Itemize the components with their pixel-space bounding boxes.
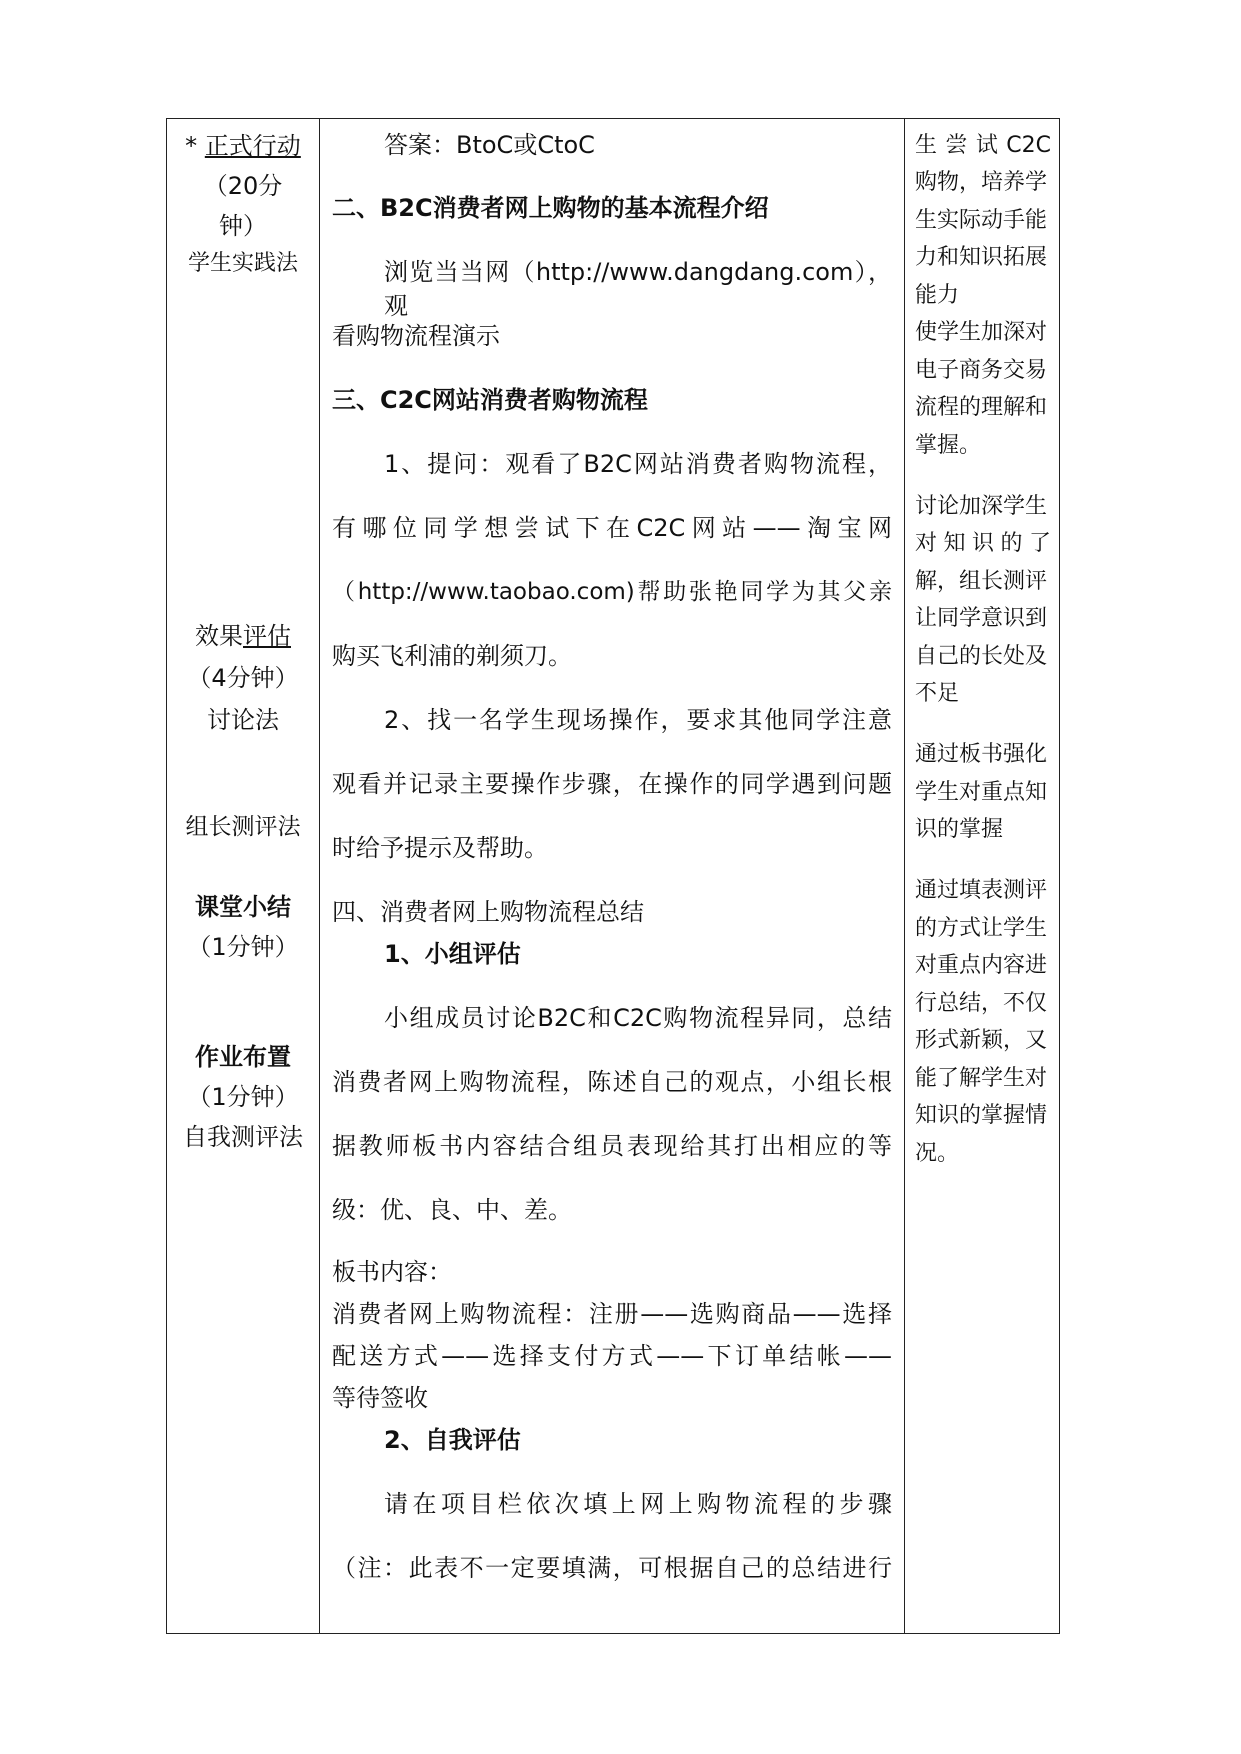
content-subheading: 1、小组评估 — [384, 940, 521, 968]
practice-method: 学生实践法 — [187, 251, 298, 276]
intent-line: 不足 — [915, 681, 960, 706]
stage-column — [167, 119, 319, 1633]
content-line: 答案：BtoC或CtoC — [384, 131, 595, 159]
stage-homework: 作业布置 — [195, 1043, 291, 1071]
content-heading: 三、C2C网站消费者购物流程 — [332, 386, 648, 414]
stage-effect-eval — [167, 621, 319, 651]
effect-eval-underlined: 评估 — [243, 622, 291, 650]
time-1b: （1分钟） — [187, 1083, 299, 1111]
intent-line: 能力 — [915, 283, 960, 308]
content-line: （http://www.taobao.com)帮助张艳同学为其父亲 — [332, 579, 892, 605]
content-line: 购买飞利浦的剃须刀。 — [332, 642, 572, 670]
intent-line: 解，组长测评 — [915, 569, 1048, 594]
intent-line: 通过填表测评 — [915, 878, 1048, 903]
effect-eval-prefix: 效果 — [195, 622, 243, 650]
content-line: 有哪位同学想尝试下在C2C网站——淘宝网 — [332, 514, 892, 542]
content-line: 观看并记录主要操作步骤，在操作的同学遇到问题 — [332, 770, 892, 798]
content-line: 消费者网上购物流程，陈述自己的观点，小组长根 — [332, 1068, 892, 1096]
intent-line: 流程的理解和 — [915, 395, 1048, 420]
time-20-cont: 钟） — [219, 212, 267, 240]
content-line: 级：优、良、中、差。 — [332, 1196, 572, 1224]
stage-formal-action — [167, 131, 319, 161]
content-line: 时给予提示及帮助。 — [332, 834, 548, 862]
content-subheading: 2、自我评估 — [384, 1426, 521, 1454]
intent-line: 掌握。 — [915, 433, 982, 458]
intent-line: 购物，培养学 — [915, 170, 1048, 195]
intent-line: 的方式让学生 — [915, 916, 1048, 941]
intent-line: 生尝试C2C — [915, 133, 1051, 158]
intent-line: 对重点内容进 — [915, 953, 1048, 978]
lesson-plan-table — [166, 118, 1060, 1634]
time-1a: （1分钟） — [187, 933, 299, 961]
intent-line: 形式新颖，又 — [915, 1028, 1048, 1053]
intent-line: 力和知识拓展 — [915, 245, 1048, 270]
board-content-label: 板书内容： — [332, 1258, 452, 1286]
time-20: （20分 — [203, 172, 283, 200]
intent-line: 通过板书强化 — [915, 742, 1048, 767]
intent-line: 能了解学生对 — [915, 1066, 1048, 1091]
stage-summary: 课堂小结 — [195, 893, 291, 921]
intent-line: 使学生加深对 — [915, 320, 1048, 345]
formal-action-label: 正式行动 — [204, 132, 301, 160]
content-column — [320, 119, 904, 1633]
content-line: 浏览当当网（http://www.dangdang.com），观 — [384, 258, 892, 320]
content-line: （注：此表不一定要填满，可根据自己的总结进行 — [332, 1554, 892, 1582]
intent-line: 况。 — [915, 1141, 960, 1166]
content-line: 看购物流程演示 — [332, 322, 500, 350]
intent-line: 让同学意识到 — [915, 606, 1048, 631]
board-content-line: 等待签收 — [332, 1384, 428, 1412]
discussion-method: 讨论法 — [207, 706, 279, 734]
intent-line: 识的掌握 — [915, 817, 1004, 842]
content-heading: 二、B2C消费者网上购物的基本流程介绍 — [332, 194, 769, 222]
board-content-line: 配送方式——选择支付方式——下订单结帐—— — [332, 1342, 892, 1370]
content-heading: 四、消费者网上购物流程总结 — [332, 898, 644, 926]
intent-line: 知识的掌握情 — [915, 1103, 1048, 1128]
intent-line: 自己的长处及 — [915, 644, 1048, 669]
content-line: 据教师板书内容结合组员表现给其打出相应的等 — [332, 1132, 892, 1160]
intent-line: 生实际动手能 — [915, 208, 1048, 233]
intent-line: 学生对重点知 — [915, 780, 1048, 805]
time-4: （4分钟） — [187, 664, 299, 692]
intent-line: 电子商务交易 — [915, 358, 1048, 383]
content-line: 2、找一名学生现场操作，要求其他同学注意 — [384, 706, 892, 734]
content-line: 1、提问：观看了B2C网站消费者购物流程， — [384, 450, 892, 478]
intent-column — [905, 119, 1059, 1633]
board-content-line: 消费者网上购物流程：注册——选购商品——选择 — [332, 1300, 892, 1328]
star-mark: * — [185, 132, 198, 160]
intent-line: 行总结，不仅 — [915, 991, 1048, 1016]
content-line: 小组成员讨论B2C和C2C购物流程异同，总结 — [384, 1004, 892, 1032]
leader-eval-method: 组长测评法 — [185, 814, 301, 840]
content-line: 请在项目栏依次填上网上购物流程的步骤 — [384, 1490, 892, 1518]
intent-line: 讨论加深学生 — [915, 494, 1048, 519]
intent-line: 对知识的了 — [915, 531, 1051, 556]
self-eval-method: 自我测评法 — [183, 1123, 303, 1151]
